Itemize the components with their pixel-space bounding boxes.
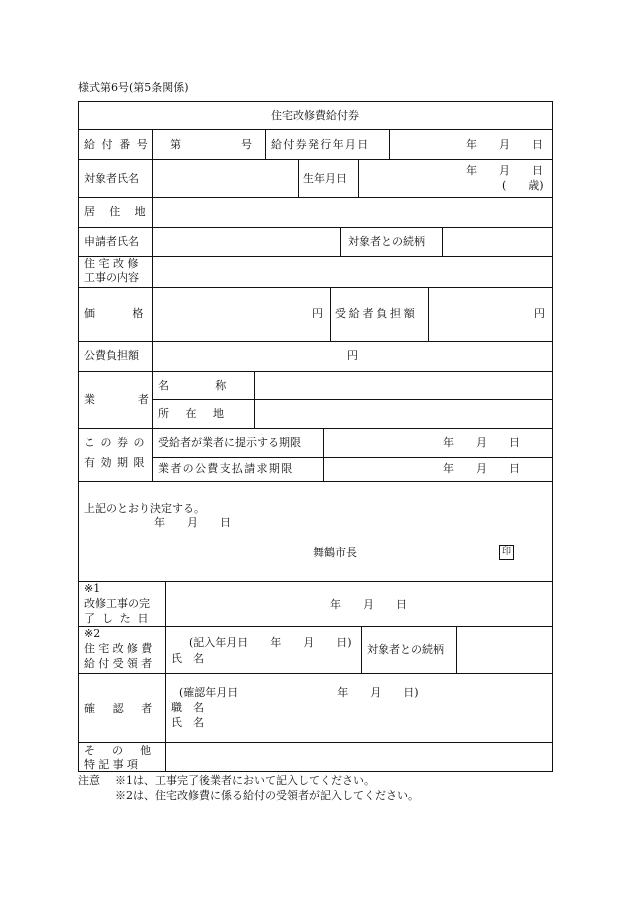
- relation-label: 対象者との続柄: [348, 235, 425, 248]
- confirmer-name-label: 氏 名: [171, 716, 204, 729]
- mayor-label: 舞鶴市長: [313, 546, 357, 559]
- birth-date-value[interactable]: 年 月 日: [466, 164, 543, 177]
- seal-stamp: 印: [499, 545, 514, 560]
- public-burden-yen: 円: [347, 349, 358, 362]
- entry-date[interactable]: (記入年月日 年 月 日): [189, 636, 352, 649]
- validity-label-1: この券の: [84, 436, 150, 449]
- issue-date-label: 給付券発行年月日: [271, 138, 370, 151]
- work-content-label-2: 工事の内容: [84, 271, 139, 284]
- subject-name-label: 対象者氏名: [84, 172, 139, 185]
- recipient-label-1: 住宅改修費: [84, 642, 156, 655]
- decision-text: 上記のとおり決定する。: [84, 502, 205, 515]
- decision-date[interactable]: 年 月 日: [154, 516, 231, 529]
- form-title: 住宅改修費給付券: [271, 109, 359, 122]
- recipient-burden-label: 受給者負担額: [335, 307, 418, 320]
- price-label: 価格: [84, 307, 181, 320]
- voucher-number-prefix: 第: [170, 138, 181, 151]
- recipient-label-2: 給付受領者: [84, 657, 156, 670]
- validity-label-2: 有効期限: [84, 456, 150, 469]
- completion-label-1: 改修工事の完: [84, 597, 150, 610]
- work-content-label-1: 住宅改修: [84, 257, 143, 270]
- issue-date-value[interactable]: 年 月 日: [466, 138, 543, 151]
- confirmer-label: 確認者: [84, 702, 170, 715]
- age-value[interactable]: ( 歳): [502, 179, 544, 192]
- claim-deadline-label: 業者の公費支払請求期限: [158, 462, 294, 475]
- other-label-1: その他: [84, 744, 169, 757]
- address-label: 居住地: [84, 205, 160, 218]
- note1-mark: ※1: [84, 582, 101, 595]
- contractor-label: 業者: [84, 393, 192, 406]
- contractor-address-label: 所在地: [158, 407, 241, 420]
- note2-mark: ※2: [84, 627, 101, 640]
- public-burden-label: 公費負担額: [84, 349, 139, 362]
- footnote-heading: 注意: [78, 774, 100, 787]
- footnote-1: ※1は、工事完了後業者において記入してください。: [115, 774, 375, 787]
- confirmer-position-label: 職 名: [171, 701, 204, 714]
- footnote-2: ※2は、住宅改修費に係る給付の受領者が記入してください。: [115, 789, 419, 802]
- applicant-name-label: 申請者氏名: [84, 235, 139, 248]
- confirm-date[interactable]: (確認年月日 年 月 日): [179, 686, 419, 699]
- contractor-name-label: 名称: [158, 379, 273, 392]
- recipient-relation-label: 対象者との続柄: [367, 643, 444, 656]
- recipient-name-label: 氏 名: [171, 652, 204, 665]
- present-deadline-label: 受給者が業者に提示する期限: [158, 436, 301, 449]
- form-number: 様式第6号(第5条関係): [78, 81, 189, 94]
- claim-deadline-value[interactable]: 年 月 日: [443, 462, 520, 475]
- voucher-number-suffix: 号: [241, 138, 252, 151]
- completion-label-2: 了した日: [84, 612, 156, 625]
- recipient-burden-yen: 円: [534, 307, 545, 320]
- price-yen: 円: [312, 307, 323, 320]
- present-deadline-value[interactable]: 年 月 日: [443, 436, 520, 449]
- completion-date-value[interactable]: 年 月 日: [330, 598, 407, 611]
- voucher-number-label: 給付番号: [84, 138, 155, 151]
- birth-date-label: 生年月日: [303, 172, 347, 185]
- other-label-2: 特記事項: [84, 758, 142, 771]
